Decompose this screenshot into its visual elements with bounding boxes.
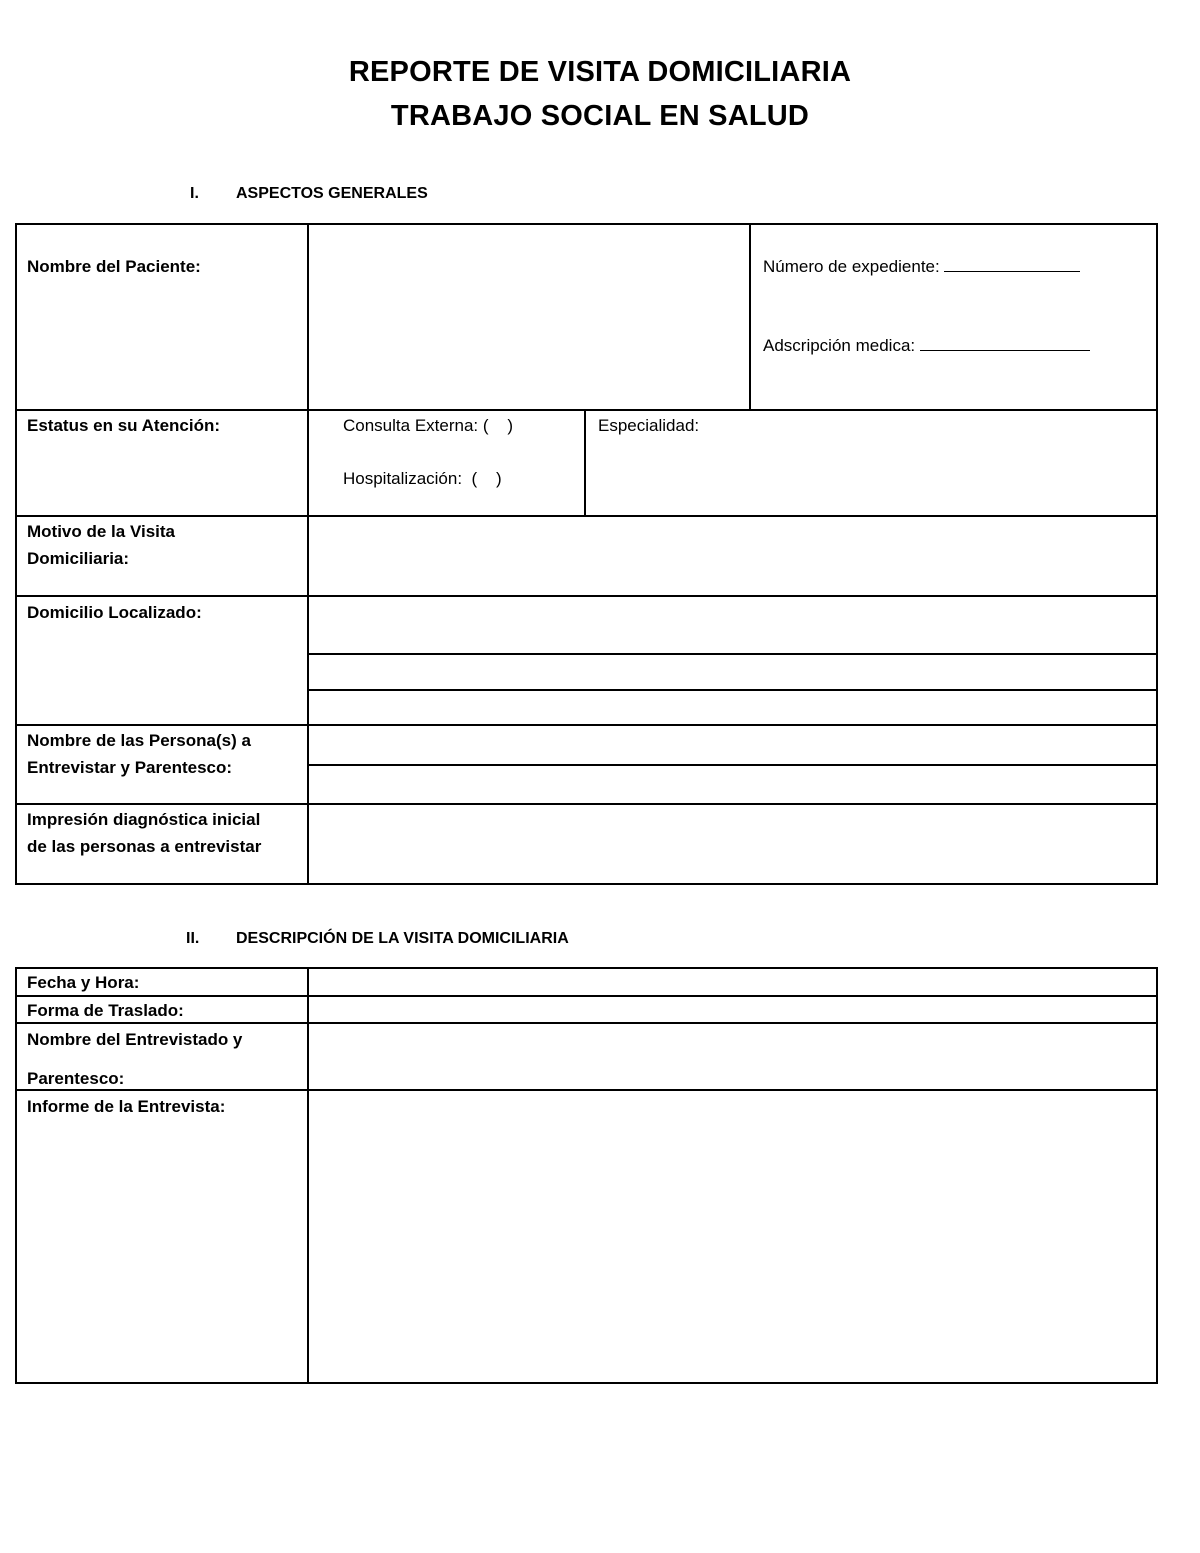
status-label: Estatus en su Atención:	[27, 416, 221, 435]
patient-name-field[interactable]	[309, 225, 751, 411]
general-aspects-table	[15, 223, 1158, 885]
interview-report-label-cell	[17, 1091, 309, 1384]
section-2-heading	[186, 930, 569, 948]
visit-reason-label-line2: Domiciliaria:	[27, 549, 130, 568]
section-1-number: I.	[190, 185, 199, 202]
date-time-field[interactable]	[309, 969, 1158, 997]
interviewees-label-line1: Nombre de las Persona(s) a	[27, 731, 251, 750]
section-2-title: DESCRIPCIÓN DE LA VISITA DOMICILIARIA	[236, 930, 569, 947]
record-number-label: Número de expediente:	[763, 253, 1080, 280]
interviewee-field[interactable]	[309, 1024, 1158, 1091]
interview-report-label: Informe de la Entrevista:	[27, 1097, 226, 1116]
hospitalization-option[interactable]: Hospitalización: ( )	[343, 469, 502, 488]
outpatient-option[interactable]: Consulta Externa: ( )	[343, 416, 514, 435]
interviewee-label-line2: Parentesco:	[27, 1069, 125, 1088]
record-number-blank[interactable]	[944, 254, 1080, 272]
patient-name-label: Nombre del Paciente:	[27, 257, 201, 276]
visit-reason-field[interactable]	[309, 517, 1158, 597]
interviewees-field-1[interactable]	[309, 726, 1158, 766]
address-field-3[interactable]	[309, 691, 1158, 726]
address-field-1[interactable]	[309, 597, 1158, 655]
address-field-2[interactable]	[309, 655, 1158, 691]
transport-label: Forma de Traslado:	[27, 1001, 184, 1020]
medical-assignment-blank[interactable]	[920, 333, 1090, 351]
diagnosis-label-line2: de las personas a entrevistar	[27, 837, 262, 856]
interview-report-field[interactable]	[309, 1091, 1158, 1384]
medical-assignment-label: Adscripción medica:	[763, 332, 1090, 359]
address-label: Domicilio Localizado:	[27, 603, 202, 622]
section-1-heading	[190, 185, 428, 203]
document-title-line2: TRABAJO SOCIAL EN SALUD	[390, 100, 810, 132]
diagnosis-label-line1: Impresión diagnóstica inicial	[27, 810, 261, 829]
date-time-label: Fecha y Hora:	[27, 973, 140, 992]
interviewees-field-2[interactable]	[309, 766, 1158, 805]
section-1-title: ASPECTOS GENERALES	[236, 185, 428, 202]
document-title-line1: REPORTE DE VISITA DOMICILIARIA	[348, 56, 852, 88]
interviewee-label-line1: Nombre del Entrevistado y	[27, 1030, 243, 1049]
visit-description-table	[15, 967, 1158, 1384]
specialty-label: Especialidad:	[598, 416, 700, 435]
visit-reason-label-line1: Motivo de la Visita	[27, 522, 176, 541]
interviewees-label-line2: Entrevistar y Parentesco:	[27, 758, 233, 777]
section-2-number: II.	[186, 930, 200, 947]
diagnosis-field[interactable]	[309, 805, 1158, 885]
transport-field[interactable]	[309, 997, 1158, 1024]
